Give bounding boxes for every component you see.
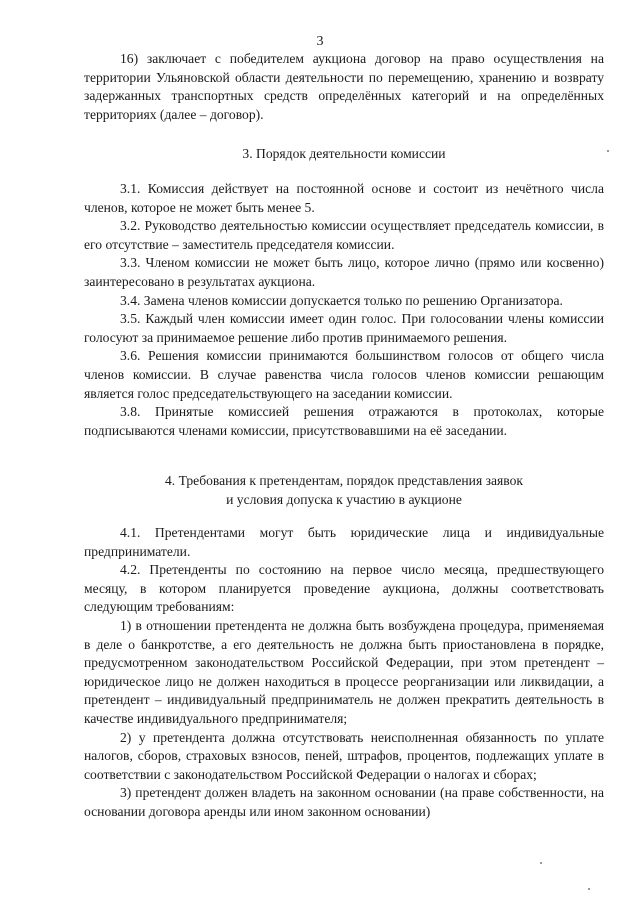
section-3-title [84,145,604,164]
requirement-2: 2) у претендента должна отсутствовать неисполненная обязанность по уплате налогов, сборов, страховых взносов, пеней, штрафов, процентов, подлежащих уплате в соответствии с законодательством Российской Федерации о налогах и сборах; [84,729,604,782]
clause-3-3: 3.3. Членом комиссии не может быть лицо, которое лично (прямо или косвенно) заинтересовано в результатах аукциона. [84,255,604,289]
intro-paragraph: 16) заключает с победителем аукциона договор на право осуществления на территории Ульяновской области деятельности по перемещению, хранению и возврату задержанных транспортных средств определённых категорий и на определённых территориях (далее – договор). [84,51,604,122]
intro-block [84,50,604,124]
scan-speck [588,888,590,890]
scan-speck [540,862,542,864]
clause-4-2: 4.2. Претенденты по состоянию на первое число месяца, предшествующего месяцу, в котором планируется проведение аукциона, должны соответствовать следующим требованиям: [84,562,604,615]
scan-speck [607,150,609,152]
section-3-heading: 3. Порядок деятельности комиссии [242,146,446,161]
section-4-body [84,524,604,822]
section-4-heading-line-2: и условия допуска к участию в аукционе [226,491,462,507]
clause-3-4: 3.4. Замена членов комиссии допускается только по решению Организатора. [120,292,563,308]
clause-3-2: 3.2. Руководство деятельностью комиссии осуществляет председатель комиссии, в его отсутствие – заместитель председателя комиссии. [84,218,604,252]
clause-3-8: 3.8. Принятые комиссией решения отражаются в протоколах, которые подписываются членами комиссии, присутствовавшими на её заседании. [84,404,604,438]
section-3-body [84,180,604,440]
clause-3-6: 3.6. Решения комиссии принимаются большинством голосов от общего числа членов комиссии. В случае равенства числа голосов членов комиссии решающим является голос председательствующего на заседании комиссии. [84,348,604,401]
section-4-heading-line-1: 4. Требования к претендентам, порядок представления заявок [164,473,523,488]
requirement-1: 1) в отношении претендента не должна быть возбуждена процедура, применяемая в деле о банкротстве, а его деятельность не должна быть приостановлена в порядке, предусмотренном законодательством Российской Федерации, при этом претендент – юридическое лицо не должен находиться в процессе реорганизации или ликвидации, а претендент – индивидуальный предприниматель не должен прекратить деятельность в качестве индивидуального предпринимателя; [84,617,604,726]
requirement-3: 3) претендент должен владеть на законном основании (на праве собственности, на основании договора аренды или ином законном основании) [84,785,604,819]
clause-3-5: 3.5. Каждый член комиссии имеет один голос. При голосовании члены комиссии голосуют за принимаемое решение либо против принимаемого решения. [84,311,604,345]
clause-4-1: 4.1. Претендентами могут быть юридические лица и индивидуальные предприниматели. [84,525,604,559]
section-4-title [84,472,604,509]
clause-3-1: 3.1. Комиссия действует на постоянной основе и состоит из нечётного числа членов, которое не может быть менее 5. [84,181,604,215]
page-number: 3 [316,34,324,49]
